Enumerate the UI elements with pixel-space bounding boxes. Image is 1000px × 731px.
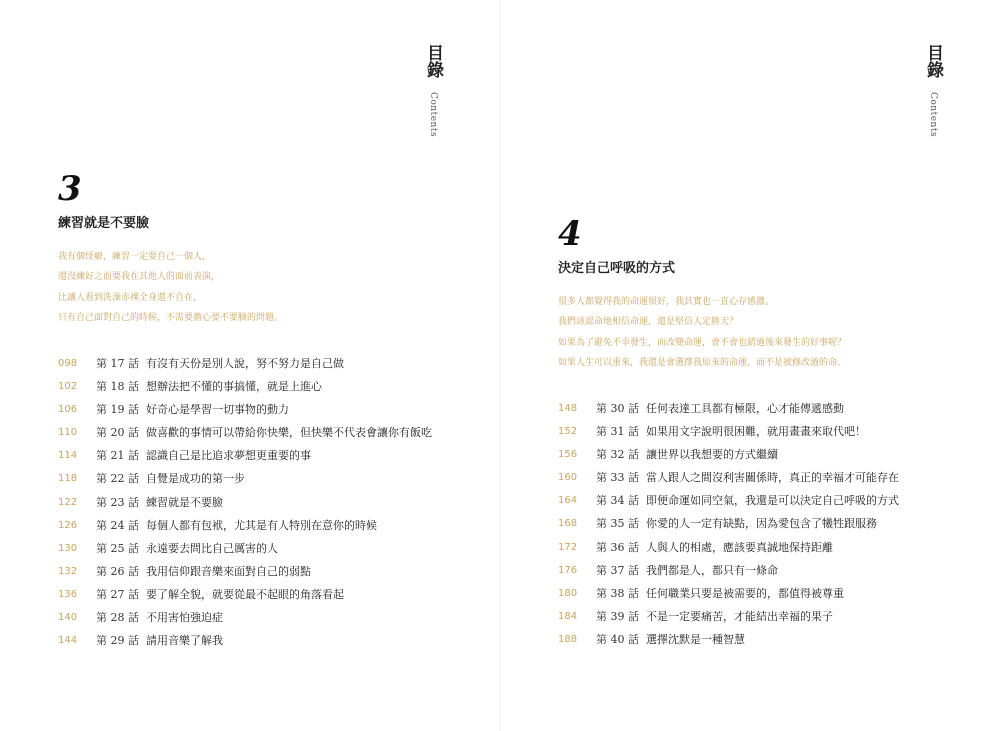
page-number: 106 <box>58 404 78 416</box>
right-page <box>500 0 1000 731</box>
intro-line: 比讓人看到洗澡赤裸全身還不自在， <box>58 292 203 303</box>
page-number: 152 <box>558 426 578 438</box>
entry-title: 我用信仰跟音樂來面對自己的弱點 <box>146 564 311 578</box>
intro-line: 我們該認命地相信命運，還是堅信人定勝天？ <box>558 317 739 328</box>
page-number: 168 <box>558 518 578 530</box>
entry-title: 任何職業只要是被需要的，都值得被尊重 <box>646 586 844 600</box>
entry-title: 讓世界以我想要的方式繼續 <box>646 448 778 462</box>
toc-entry[interactable] <box>558 489 988 512</box>
toc-entry[interactable] <box>58 583 488 606</box>
chapter-number: 3 <box>58 169 82 209</box>
entry-title: 自覺是成功的第一步 <box>146 472 245 486</box>
page-number: 114 <box>58 450 78 462</box>
episode-number: 第 23 話 <box>96 495 139 509</box>
toc-title: 目錄 <box>923 44 943 78</box>
page-number: 180 <box>558 587 578 599</box>
toc-entry[interactable] <box>558 582 988 605</box>
page-number: 160 <box>558 472 578 484</box>
entry-title: 做喜歡的事情可以帶給你快樂，但快樂不代表會讓你有飯吃 <box>146 426 432 440</box>
toc-heading <box>421 44 445 137</box>
episode-number: 第 34 話 <box>596 494 639 508</box>
entry-title: 認識自己是比追求夢想更重要的事 <box>146 449 311 463</box>
toc-subtitle: Contents <box>428 92 438 138</box>
page-number: 172 <box>558 541 578 553</box>
entry-title: 我們都是人，都只有一條命 <box>646 563 778 577</box>
episode-number: 第 28 話 <box>96 611 139 625</box>
entry-title: 選擇沈默是一種智慧 <box>646 632 745 646</box>
toc-entry[interactable] <box>58 398 488 421</box>
entry-title: 你愛的人一定有缺點，因為愛包含了犧牲跟服務 <box>646 517 877 531</box>
toc-entry[interactable] <box>558 605 988 628</box>
page-number: 110 <box>58 427 78 439</box>
entry-title: 有沒有天份是別人說，努不努力是自己做 <box>146 357 344 370</box>
episode-number: 第 25 話 <box>96 541 139 555</box>
episode-number: 第 30 話 <box>596 402 639 415</box>
toc-entry[interactable] <box>58 375 488 398</box>
toc-entry[interactable] <box>58 352 488 375</box>
page-number: 144 <box>58 635 78 647</box>
entry-title: 練習就是不要臉 <box>146 495 223 509</box>
chapter-title: 練習就是不要臉 <box>58 216 150 231</box>
episode-number: 第 20 話 <box>96 426 139 440</box>
toc-title: 目錄 <box>423 44 443 78</box>
chapter-number: 4 <box>558 214 582 254</box>
toc-entry[interactable] <box>558 397 988 420</box>
toc-entry[interactable] <box>558 628 988 651</box>
toc-entry[interactable] <box>558 420 988 443</box>
entry-title: 永遠要去問比自己厲害的人 <box>146 541 278 555</box>
page-number: 126 <box>58 519 78 531</box>
page-number: 184 <box>558 610 578 622</box>
entry-title: 如果用文字說明很困難，就用畫畫來取代吧！ <box>646 425 866 439</box>
intro-line: 很多人都覺得我的命運很好，我其實也一直心存感激。 <box>558 297 775 307</box>
episode-number: 第 24 話 <box>96 518 139 532</box>
toc-entry[interactable] <box>58 514 488 537</box>
entry-title: 不用害怕強迫症 <box>146 611 223 625</box>
page-number: 148 <box>558 403 578 414</box>
intro-line: 如果為了避免不幸發生，而改變命運，會不會也錯過後來發生的好事呢？ <box>558 337 847 348</box>
episode-number: 第 31 話 <box>596 425 639 439</box>
toc-entry[interactable] <box>58 491 488 514</box>
episode-number: 第 32 話 <box>596 448 639 462</box>
entry-title: 當人跟人之間沒利害關係時，真正的幸福才可能存在 <box>646 471 899 485</box>
episode-number: 第 27 話 <box>96 587 139 601</box>
page-number: 098 <box>58 358 78 369</box>
toc-entry[interactable] <box>58 537 488 560</box>
toc-entry[interactable] <box>558 443 988 466</box>
episode-number: 第 29 話 <box>96 634 139 648</box>
chapter-title: 決定自己呼吸的方式 <box>558 261 676 276</box>
entry-title: 不是一定要痛苦，才能結出幸福的果子 <box>646 609 833 623</box>
page-number: 136 <box>58 588 78 600</box>
toc-entry[interactable] <box>58 629 488 652</box>
page-number: 140 <box>58 612 78 624</box>
toc-list <box>558 397 988 651</box>
episode-number: 第 17 話 <box>96 357 139 370</box>
episode-number: 第 19 話 <box>96 403 139 417</box>
page-number: 122 <box>58 496 78 508</box>
episode-number: 第 39 話 <box>596 609 639 623</box>
intro-line: 還沒練好之前要我在其他人的面前表演， <box>58 272 221 283</box>
toc-entry[interactable] <box>558 466 988 489</box>
toc-entry[interactable] <box>58 421 488 444</box>
episode-number: 第 18 話 <box>96 380 139 394</box>
episode-number: 第 38 話 <box>596 586 639 600</box>
episode-number: 第 35 話 <box>596 517 639 531</box>
entry-title: 每個人都有包袱，尤其是有人特別在意你的時候 <box>146 518 377 532</box>
toc-entry[interactable] <box>558 512 988 535</box>
toc-entry[interactable] <box>58 444 488 467</box>
intro-line: 我有個怪癖，練習一定要自己一個人， <box>58 252 212 262</box>
page-number: 132 <box>58 565 78 577</box>
toc-heading <box>921 44 945 137</box>
episode-number: 第 22 話 <box>96 472 139 486</box>
toc-entry[interactable] <box>58 560 488 583</box>
episode-number: 第 37 話 <box>596 563 639 577</box>
episode-number: 第 36 話 <box>596 540 639 554</box>
chapter-intro <box>558 292 846 373</box>
toc-entry[interactable] <box>558 536 988 559</box>
episode-number: 第 26 話 <box>96 564 139 578</box>
page-number: 102 <box>58 381 78 393</box>
episode-number: 第 33 話 <box>596 471 639 485</box>
page-number: 130 <box>58 542 78 554</box>
intro-line: 只有自己面對自己的時候，不需要擔心要不要臉的問題。 <box>58 312 284 323</box>
intro-line: 如果人生可以重來，我還是會選擇我原來的命運，而不是被修改過的命。 <box>558 357 847 368</box>
chapter-intro <box>58 247 283 328</box>
entry-title: 請用音樂了解我 <box>146 634 223 648</box>
page-number: 164 <box>558 495 578 507</box>
entry-title: 任何表達工具都有極限，心才能傳遞感動 <box>646 402 844 415</box>
toc-entry[interactable] <box>58 467 488 490</box>
entry-title: 人與人的相處，應該要真誠地保持距離 <box>646 540 833 554</box>
page-number: 188 <box>558 633 578 645</box>
toc-entry[interactable] <box>58 606 488 629</box>
toc-entry[interactable] <box>558 559 988 582</box>
episode-number: 第 40 話 <box>596 632 639 646</box>
episode-number: 第 21 話 <box>96 449 139 463</box>
page-number: 118 <box>58 473 78 485</box>
entry-title: 好奇心是學習一切事物的動力 <box>146 403 289 417</box>
toc-list <box>58 352 488 652</box>
entry-title: 想辦法把不懂的事搞懂，就是上進心 <box>146 380 322 394</box>
entry-title: 即便命運如同空氣，我還是可以決定自己呼吸的方式 <box>646 494 899 508</box>
page-number: 156 <box>558 449 578 461</box>
page-number: 176 <box>558 564 578 576</box>
toc-subtitle: Contents <box>928 92 938 138</box>
entry-title: 要了解全貌，就要從最不起眼的角落看起 <box>146 587 344 601</box>
